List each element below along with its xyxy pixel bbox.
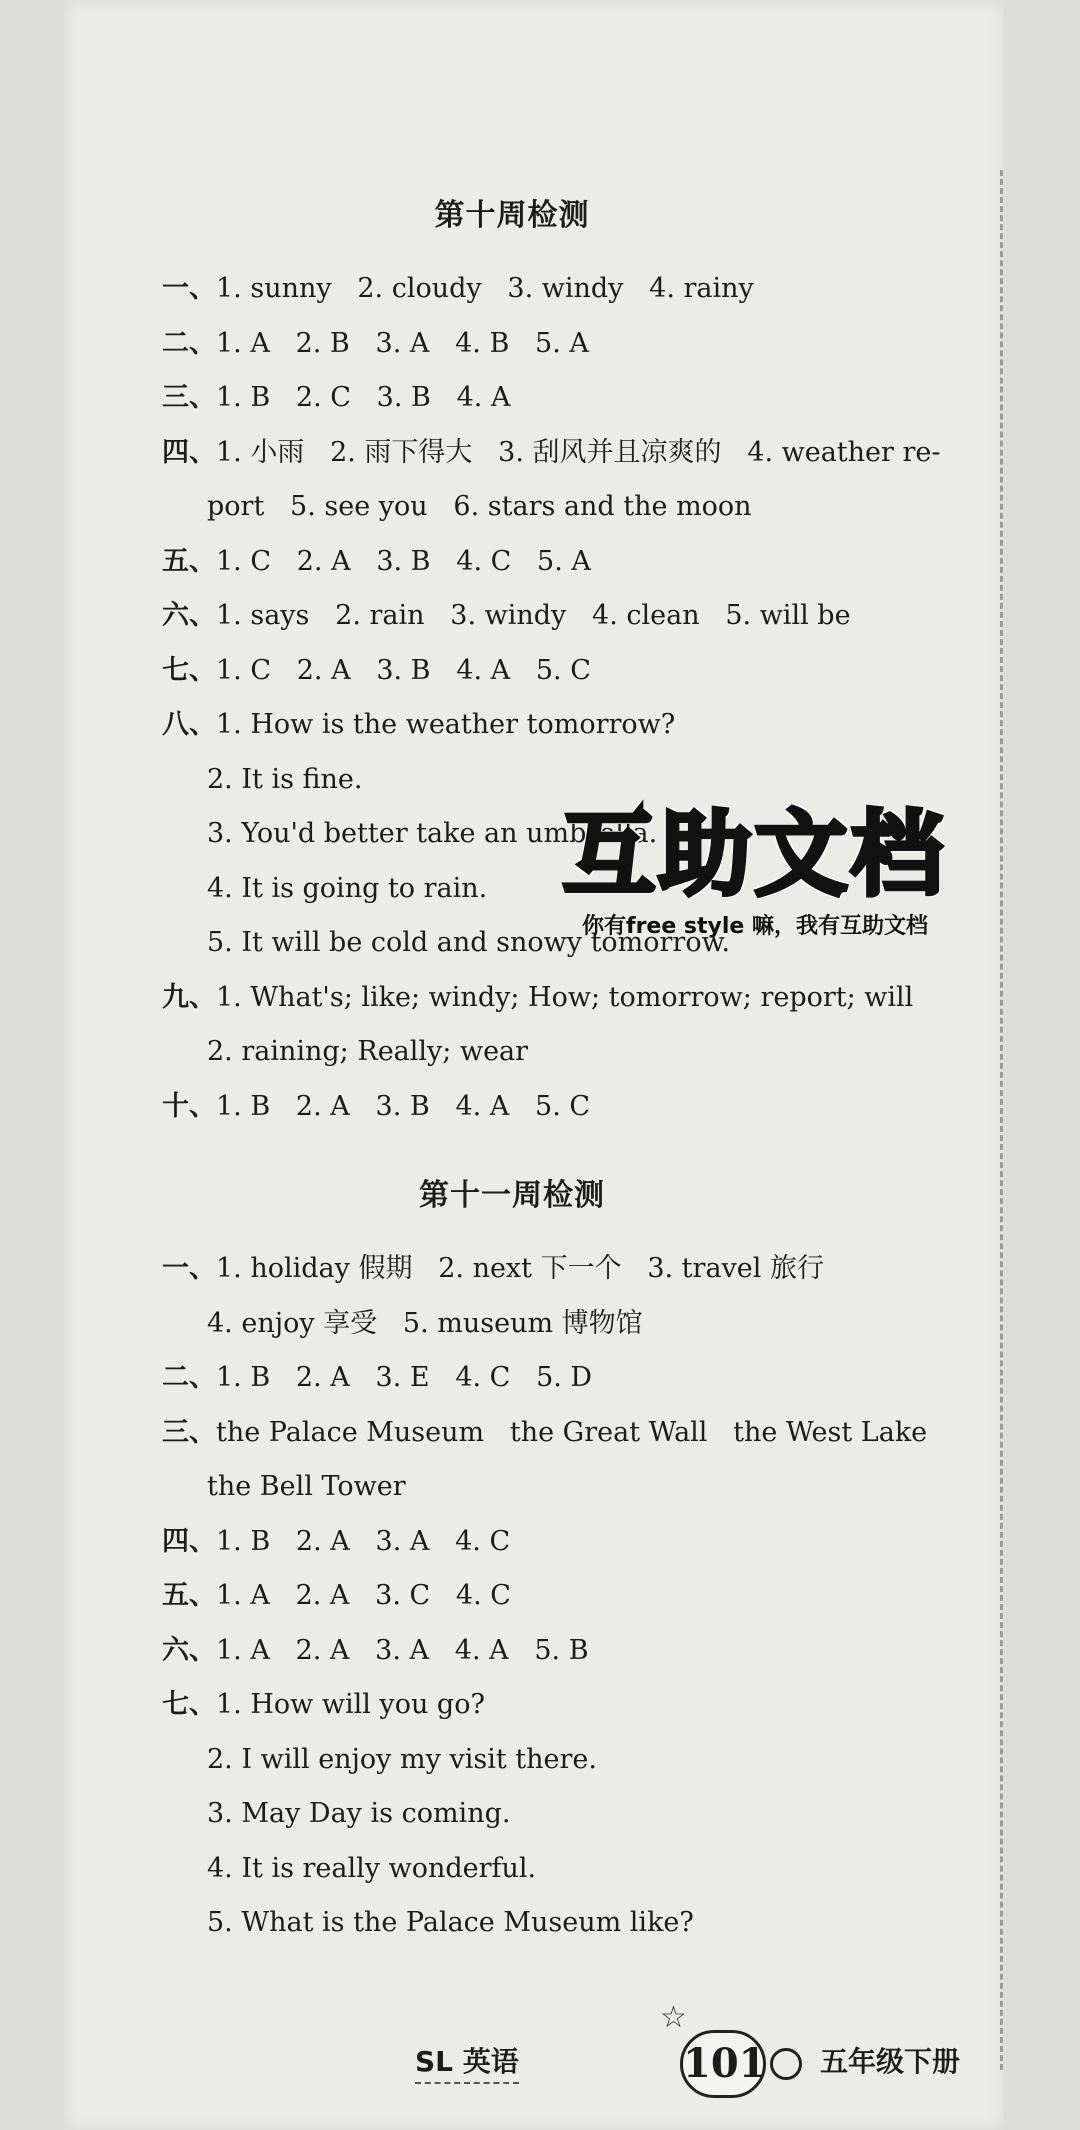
section-title-week10: 第十周检测 bbox=[434, 198, 590, 233]
section-title-week11: 第十一周检测 bbox=[419, 1178, 605, 1213]
answer-text: 5. It will be cold and snowy tomorrow. bbox=[207, 927, 731, 958]
answer-text: 2. It is fine. bbox=[207, 763, 363, 795]
question-number: 二、 bbox=[162, 1362, 216, 1393]
answer-text: 1. How will you go? bbox=[216, 1689, 485, 1720]
answer-line bbox=[162, 1297, 1022, 1352]
page-number: 101 bbox=[680, 2030, 766, 2098]
answer-text: the Palace Museum the Great Wall the West Lake bbox=[216, 1416, 928, 1448]
answer-text: 1. C 2. A 3. B 4. C 5. A bbox=[216, 545, 591, 577]
answer-text: 1. B 2. A 3. B 4. A 5. C bbox=[216, 1090, 591, 1122]
answer-line bbox=[162, 644, 1022, 699]
question-number: 三、 bbox=[162, 1416, 216, 1448]
answer-line bbox=[162, 753, 1022, 808]
answer-line bbox=[162, 1080, 1022, 1135]
star-decoration-icon: ☆ bbox=[660, 2000, 687, 2035]
answer-line bbox=[162, 1624, 1022, 1679]
answer-line bbox=[162, 1351, 1022, 1406]
page-footer bbox=[0, 2000, 1080, 2110]
answer-text: the Bell Tower bbox=[207, 1471, 406, 1502]
question-number: 五、 bbox=[162, 545, 216, 577]
answer-text: 1. B 2. A 3. A 4. C bbox=[216, 1525, 511, 1557]
footer-grade: 五年级下册 bbox=[820, 2045, 961, 2078]
answer-line bbox=[162, 698, 1022, 753]
question-number: 一、 bbox=[162, 273, 216, 304]
question-number: 一、 bbox=[162, 1253, 216, 1284]
answer-line bbox=[162, 971, 1022, 1026]
answer-text: 1. says 2. rain 3. windy 4. clean 5. will be bbox=[216, 600, 851, 631]
answer-line bbox=[162, 1733, 1022, 1788]
watermark bbox=[520, 801, 990, 940]
answer-line bbox=[162, 1842, 1022, 1897]
answer-text: 1. holiday 假期 2. next 下一个 3. travel 旅行 bbox=[216, 1253, 824, 1284]
answer-text: 1. 小雨 2. 雨下得大 3. 刮风并且凉爽的 4. weather re- bbox=[216, 436, 941, 468]
answer-text: 5. What is the Palace Museum like? bbox=[207, 1907, 694, 1938]
answer-line bbox=[162, 535, 1022, 590]
answer-line bbox=[162, 1460, 1022, 1515]
answer-line bbox=[162, 317, 1022, 372]
answer-text: 1. sunny 2. cloudy 3. windy 4. rainy bbox=[216, 273, 754, 304]
question-number: 六、 bbox=[162, 1634, 216, 1666]
answer-line bbox=[162, 1569, 1022, 1624]
answer-text: 3. You'd better take an umbrella. bbox=[207, 818, 658, 849]
watermark-slogan: 你有free style 嘛，我有互助文档 bbox=[582, 914, 928, 939]
question-number: 七、 bbox=[162, 1689, 216, 1720]
answer-line bbox=[162, 589, 1022, 644]
answer-line bbox=[162, 1242, 1022, 1297]
question-number: 八、 bbox=[162, 709, 216, 740]
answer-line bbox=[162, 1896, 1022, 1951]
question-number: 七、 bbox=[162, 654, 216, 686]
footer-subject: SL 英语 bbox=[415, 2040, 519, 2084]
answer-line bbox=[162, 426, 1022, 481]
question-number: 九、 bbox=[162, 981, 216, 1013]
answer-text: 1. A 2. A 3. C 4. C bbox=[216, 1580, 511, 1611]
answer-line bbox=[162, 1515, 1022, 1570]
answer-text: 2. I will enjoy my visit there. bbox=[207, 1743, 597, 1775]
answer-content bbox=[162, 190, 1022, 1951]
answer-line bbox=[162, 1787, 1022, 1842]
question-number: 五、 bbox=[162, 1580, 216, 1611]
answer-line bbox=[162, 1406, 1022, 1461]
answer-line bbox=[162, 1025, 1022, 1080]
answer-text: 1. A 2. B 3. A 4. B 5. A bbox=[216, 327, 589, 359]
question-number: 四、 bbox=[162, 1525, 216, 1557]
answer-text: 1. C 2. A 3. B 4. A 5. C bbox=[216, 654, 591, 686]
answer-line bbox=[162, 480, 1022, 535]
question-number: 六、 bbox=[162, 600, 216, 631]
answer-text: 4. enjoy 享受 5. museum 博物馆 bbox=[207, 1307, 643, 1339]
answer-line bbox=[162, 262, 1022, 317]
question-number: 十、 bbox=[162, 1090, 216, 1122]
week10-answers bbox=[162, 262, 1022, 1134]
answer-line bbox=[162, 371, 1022, 426]
answer-text: 4. It is going to rain. bbox=[207, 872, 488, 904]
answer-text: 1. A 2. A 3. A 4. A 5. B bbox=[216, 1634, 589, 1666]
answer-text: 1. B 2. A 3. E 4. C 5. D bbox=[216, 1362, 593, 1393]
answer-text: 1. How is the weather tomorrow? bbox=[216, 709, 676, 740]
magnifier-icon bbox=[770, 2048, 802, 2080]
answer-text: port 5. see you 6. stars and the moon bbox=[207, 491, 752, 522]
answer-text: 1. What's; like; windy; How; tomorrow; report; will bbox=[216, 981, 914, 1013]
week11-answers bbox=[162, 1242, 1022, 1951]
answer-line bbox=[162, 1678, 1022, 1733]
watermark-logo: 互助文档 bbox=[562, 801, 947, 908]
question-number: 四、 bbox=[162, 436, 216, 468]
answer-text: 2. raining; Really; wear bbox=[207, 1036, 529, 1067]
answer-text: 1. B 2. C 3. B 4. A bbox=[216, 382, 511, 413]
question-number: 三、 bbox=[162, 382, 216, 413]
answer-text: 3. May Day is coming. bbox=[207, 1798, 511, 1829]
question-number: 二、 bbox=[162, 327, 216, 359]
answer-text: 4. It is really wonderful. bbox=[207, 1852, 537, 1884]
